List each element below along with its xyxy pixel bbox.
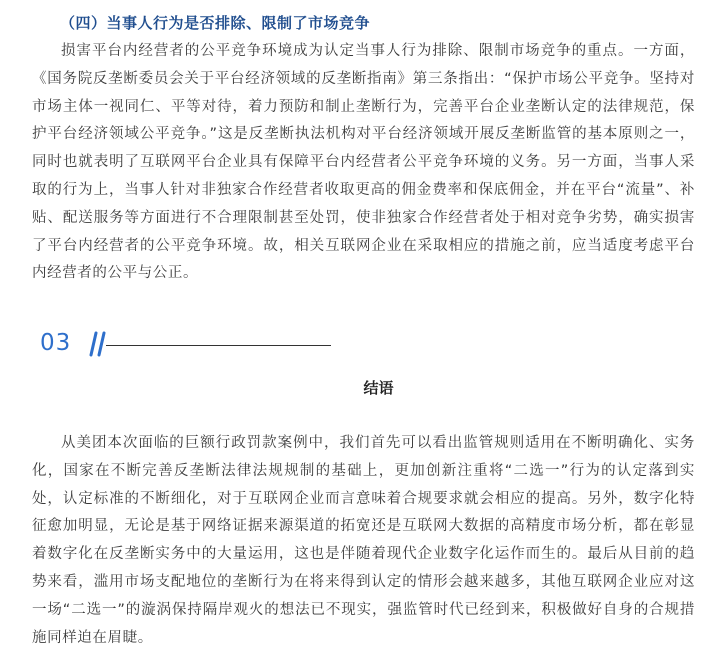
body-paragraph-1: 损害平台内经营者的公平竞争环境成为认定当事人行为排除、限制市场竞争的重点。一方面，《国务院反垄断委员会关于平台经济领域的反垄断指南》第三条指出：“保护市场公平竞争。坚持对市场主体一视同仁、平等对待，着力预防和制止垄断行为，完善平台企业垄断认定的法律规范，保护平台经济领域公平竞争。”这是反垄断执法机构对平台经济领域开展反垄断监管的基本原则之一，同时也就表明了互联网平台企业具有保障平台内经营者公平竞争环境的义务。另一方面，当事人采取的行为上，当事人针对非独家合作经营者收取更高的佣金费率和保底佣金，并在平台“流量”、补贴、配送服务等方面进行不合理限制甚至处罚，使非独家合作经营者处于相对竞争劣势，确实损害了平台内经营者的公平竞争环境。故，相关互联网企业在采取相应的措施之前，应当适度考虑平台内经营者的公平与公正。: [32, 43, 695, 282]
section-divider: [40, 328, 340, 360]
conclusion-heading-row: [0, 377, 717, 398]
section-number: 03: [40, 330, 72, 356]
conclusion-heading: 结语: [363, 379, 394, 397]
double-slash-icon: [88, 328, 110, 358]
section-heading: （四）当事人行为是否排除、限制了市场竞争: [60, 14, 371, 32]
body-paragraph-2: 从美团本次面临的巨额行政罚款案例中，我们首先可以看出监管规则适用在不断明确化、实务化，国家在不断完善反垄断法律法规规制的基础上，更加创新注重将“二选一”行为的认定落到实处，认定标准的不断细化，对于互联网企业而言意味着合规要求就会相应的提高。另外，数字化特征愈加明显，无论是基于网络证据来源渠道的拓宽还是互联网大数据的高精度市场分析，都在彰显着数字化在反垄断实务中的大量运用，这也是伴随着现代企业数字化运作而生的。最后从目前的趋势来看，滥用市场支配地位的垄断行为在将来得到认定的情形会越来越多，其他互联网企业应对这一场“二选一”的漩涡保持隔岸观火的想法已不现实，强监管时代已经到来，积极做好自身的合规措施同样迫在眉睫。: [32, 435, 695, 646]
divider-line: [106, 345, 331, 346]
